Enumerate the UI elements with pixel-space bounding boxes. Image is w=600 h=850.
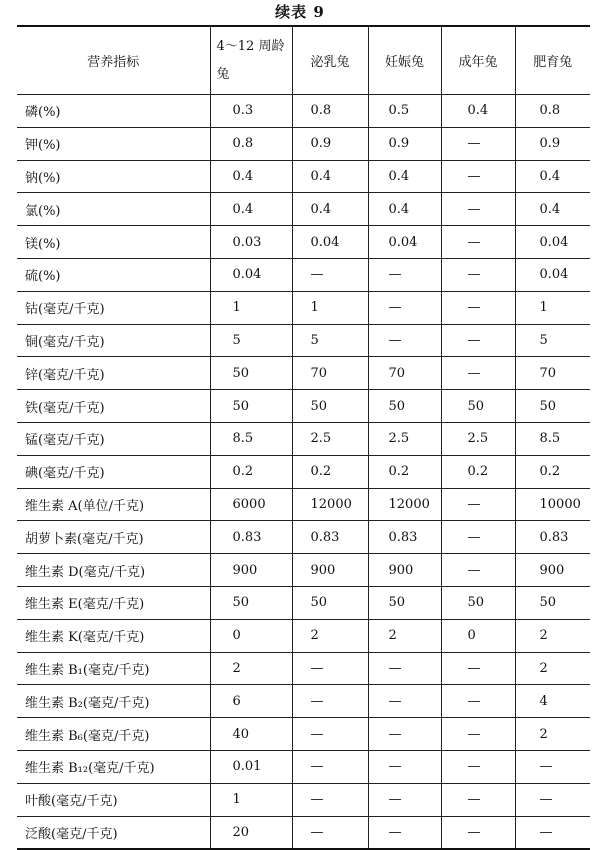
table-row	[17, 160, 590, 193]
nutrient-name-cell: 镁(%)	[17, 226, 210, 259]
table-row	[17, 750, 590, 783]
value-pregnant-cell: —	[368, 750, 441, 783]
value-adult-cell: 0.4	[441, 95, 515, 128]
value-4-12-week-cell: 20	[210, 816, 292, 849]
value-pregnant-cell: 12000	[368, 488, 441, 521]
value-pregnant-cell: 50	[368, 390, 441, 423]
value-lactating-cell: 2.5	[292, 422, 368, 455]
table-row	[17, 193, 590, 226]
value-lactating-cell: 1	[292, 291, 368, 324]
value-lactating-cell: 50	[292, 586, 368, 619]
value-adult-cell: —	[441, 652, 515, 685]
value-pregnant-cell: —	[368, 816, 441, 849]
value-4-12-week-cell: 0	[210, 619, 292, 652]
value-pregnant-cell: 0.4	[368, 160, 441, 193]
value-adult-cell: —	[441, 226, 515, 259]
value-lactating-cell: 0.4	[292, 193, 368, 226]
header-adult-rabbit: 成年兔	[441, 26, 515, 95]
nutrient-name-cell: 维生素 B₆(毫克/千克)	[17, 718, 210, 751]
table-row	[17, 783, 590, 816]
nutrient-name-cell: 锰(毫克/千克)	[17, 422, 210, 455]
value-pregnant-cell: 50	[368, 586, 441, 619]
table-row	[17, 226, 590, 259]
value-4-12-week-cell: 50	[210, 586, 292, 619]
nutrient-name-cell: 维生素 D(毫克/千克)	[17, 554, 210, 587]
value-lactating-cell: —	[292, 750, 368, 783]
nutrition-table	[17, 25, 590, 850]
nutrient-name-cell: 硫(%)	[17, 258, 210, 291]
value-fattening-cell: 2	[515, 619, 590, 652]
value-lactating-cell: 5	[292, 324, 368, 357]
value-4-12-week-cell: 5	[210, 324, 292, 357]
nutrient-name-cell: 铜(毫克/千克)	[17, 324, 210, 357]
value-fattening-cell: 70	[515, 357, 590, 390]
value-4-12-week-cell: 0.4	[210, 160, 292, 193]
table-row	[17, 455, 590, 488]
table-body	[17, 95, 590, 850]
value-pregnant-cell: 0.04	[368, 226, 441, 259]
value-lactating-cell: —	[292, 652, 368, 685]
value-fattening-cell: 0.83	[515, 521, 590, 554]
value-4-12-week-cell: 6	[210, 685, 292, 718]
header-pregnant-rabbit: 妊娠兔	[368, 26, 441, 95]
value-adult-cell: 0	[441, 619, 515, 652]
value-4-12-week-cell: 1	[210, 783, 292, 816]
value-fattening-cell: 10000	[515, 488, 590, 521]
value-pregnant-cell: —	[368, 258, 441, 291]
value-adult-cell: 0.2	[441, 455, 515, 488]
value-pregnant-cell: —	[368, 685, 441, 718]
value-4-12-week-cell: 0.01	[210, 750, 292, 783]
value-adult-cell: 2.5	[441, 422, 515, 455]
nutrient-name-cell: 维生素 E(毫克/千克)	[17, 586, 210, 619]
value-lactating-cell: 12000	[292, 488, 368, 521]
value-lactating-cell: 0.4	[292, 160, 368, 193]
table-row	[17, 619, 590, 652]
value-fattening-cell: 0.9	[515, 127, 590, 160]
value-lactating-cell: 70	[292, 357, 368, 390]
value-lactating-cell: 0.83	[292, 521, 368, 554]
value-pregnant-cell: —	[368, 652, 441, 685]
value-lactating-cell: 0.9	[292, 127, 368, 160]
table-row	[17, 554, 590, 587]
value-4-12-week-cell: 0.03	[210, 226, 292, 259]
value-adult-cell: —	[441, 357, 515, 390]
nutrient-name-cell: 叶酸(毫克/千克)	[17, 783, 210, 816]
value-fattening-cell: 8.5	[515, 422, 590, 455]
value-fattening-cell: 5	[515, 324, 590, 357]
value-adult-cell: —	[441, 521, 515, 554]
nutrient-name-cell: 维生素 K(毫克/千克)	[17, 619, 210, 652]
table-row	[17, 422, 590, 455]
nutrient-name-cell: 碘(毫克/千克)	[17, 455, 210, 488]
table-row	[17, 816, 590, 849]
value-pregnant-cell: 0.4	[368, 193, 441, 226]
table-header-row	[17, 26, 590, 95]
table-row	[17, 291, 590, 324]
table-title: 续表 9	[275, 3, 325, 21]
value-4-12-week-cell: 0.2	[210, 455, 292, 488]
value-fattening-cell: 2	[515, 718, 590, 751]
value-fattening-cell: 0.4	[515, 193, 590, 226]
nutrient-name-cell: 维生素 B₂(毫克/千克)	[17, 685, 210, 718]
nutrient-name-cell: 铁(毫克/千克)	[17, 390, 210, 423]
value-pregnant-cell: —	[368, 783, 441, 816]
value-adult-cell: —	[441, 127, 515, 160]
value-lactating-cell: —	[292, 258, 368, 291]
nutrient-name-cell: 锌(毫克/千克)	[17, 357, 210, 390]
table-row	[17, 718, 590, 751]
value-pregnant-cell: —	[368, 324, 441, 357]
value-lactating-cell: 50	[292, 390, 368, 423]
table-row	[17, 258, 590, 291]
value-fattening-cell: 900	[515, 554, 590, 587]
value-fattening-cell: 1	[515, 291, 590, 324]
value-pregnant-cell: —	[368, 718, 441, 751]
table-row	[17, 95, 590, 128]
value-lactating-cell: 2	[292, 619, 368, 652]
value-adult-cell: —	[441, 258, 515, 291]
value-fattening-cell: 0.8	[515, 95, 590, 128]
table-row	[17, 127, 590, 160]
value-4-12-week-cell: 50	[210, 357, 292, 390]
table-row	[17, 357, 590, 390]
value-adult-cell: —	[441, 750, 515, 783]
value-4-12-week-cell: 2	[210, 652, 292, 685]
table-row	[17, 652, 590, 685]
value-lactating-cell: —	[292, 685, 368, 718]
nutrient-name-cell: 钴(毫克/千克)	[17, 291, 210, 324]
value-adult-cell: —	[441, 554, 515, 587]
header-4-12-week-rabbit: 4～12 周龄兔	[210, 26, 292, 95]
nutrient-name-cell: 泛酸(毫克/千克)	[25, 826, 118, 842]
table-row	[17, 488, 590, 521]
value-adult-cell: 50	[441, 390, 515, 423]
value-fattening-cell: 50	[515, 586, 590, 619]
value-fattening-cell: 0.04	[515, 258, 590, 291]
value-4-12-week-cell: 0.4	[210, 193, 292, 226]
value-adult-cell: —	[441, 685, 515, 718]
table-row	[17, 390, 590, 423]
value-4-12-week-cell: 8.5	[210, 422, 292, 455]
value-adult-cell: —	[441, 160, 515, 193]
value-4-12-week-cell: 40	[210, 718, 292, 751]
nutrient-name-cell: 维生素 B₁(毫克/千克)	[17, 652, 210, 685]
header-nutrient-indicator: 营养指标	[17, 26, 210, 95]
value-pregnant-cell: —	[368, 291, 441, 324]
value-lactating-cell: —	[292, 783, 368, 816]
value-pregnant-cell: 70	[368, 357, 441, 390]
value-lactating-cell: 0.04	[292, 226, 368, 259]
value-4-12-week-cell: 900	[210, 554, 292, 587]
value-pregnant-cell: 0.9	[368, 127, 441, 160]
value-pregnant-cell: 2	[368, 619, 441, 652]
value-pregnant-cell: 0.83	[368, 521, 441, 554]
value-adult-cell: —	[441, 816, 515, 849]
value-4-12-week-cell: 1	[210, 291, 292, 324]
value-lactating-cell: —	[292, 718, 368, 751]
value-adult-cell: —	[441, 783, 515, 816]
value-adult-cell: 50	[441, 586, 515, 619]
value-fattening-cell: 2	[515, 652, 590, 685]
nutrient-name-cell: 钾(%)	[17, 127, 210, 160]
nutrient-name-cell: 胡萝卜素(毫克/千克)	[17, 521, 210, 554]
value-4-12-week-cell: 6000	[210, 488, 292, 521]
header-lactating-rabbit: 泌乳兔	[292, 26, 368, 95]
value-lactating-cell: 900	[292, 554, 368, 587]
value-adult-cell: —	[441, 718, 515, 751]
nutrient-name-cell: 钠(%)	[17, 160, 210, 193]
value-4-12-week-cell: 0.8	[210, 127, 292, 160]
value-pregnant-cell: 900	[368, 554, 441, 587]
value-pregnant-cell: 0.5	[368, 95, 441, 128]
nutrient-name-cell: 维生素 B₁₂(毫克/千克)	[17, 750, 210, 783]
value-adult-cell: —	[441, 291, 515, 324]
nutrient-name-cell: 磷(%)	[17, 95, 210, 128]
value-fattening-cell: 4	[515, 685, 590, 718]
nutrient-name-cell: 维生素 A(单位/千克)	[17, 488, 210, 521]
value-fattening-cell: —	[515, 750, 590, 783]
table-row	[17, 685, 590, 718]
value-4-12-week-cell: 0.3	[210, 95, 292, 128]
value-fattening-cell: 0.2	[515, 455, 590, 488]
value-4-12-week-cell: 0.83	[210, 521, 292, 554]
header-fattening-rabbit: 肥育兔	[515, 26, 590, 95]
value-pregnant-cell: 2.5	[368, 422, 441, 455]
value-lactating-cell: —	[292, 816, 368, 849]
value-adult-cell: —	[441, 488, 515, 521]
value-fattening-cell: 0.4	[515, 160, 590, 193]
value-fattening-cell: 0.04	[515, 226, 590, 259]
table-row	[17, 521, 590, 554]
value-lactating-cell: 0.2	[292, 455, 368, 488]
table-row	[17, 324, 590, 357]
value-lactating-cell: 0.8	[292, 95, 368, 128]
value-adult-cell: —	[441, 324, 515, 357]
value-fattening-cell: —	[515, 783, 590, 816]
value-fattening-cell: 50	[515, 390, 590, 423]
value-4-12-week-cell: 50	[210, 390, 292, 423]
nutrient-name-cell: 氯(%)	[17, 193, 210, 226]
value-fattening-cell: —	[515, 816, 590, 849]
value-pregnant-cell: 0.2	[368, 455, 441, 488]
value-adult-cell: —	[441, 193, 515, 226]
table-row	[17, 586, 590, 619]
value-4-12-week-cell: 0.04	[210, 258, 292, 291]
